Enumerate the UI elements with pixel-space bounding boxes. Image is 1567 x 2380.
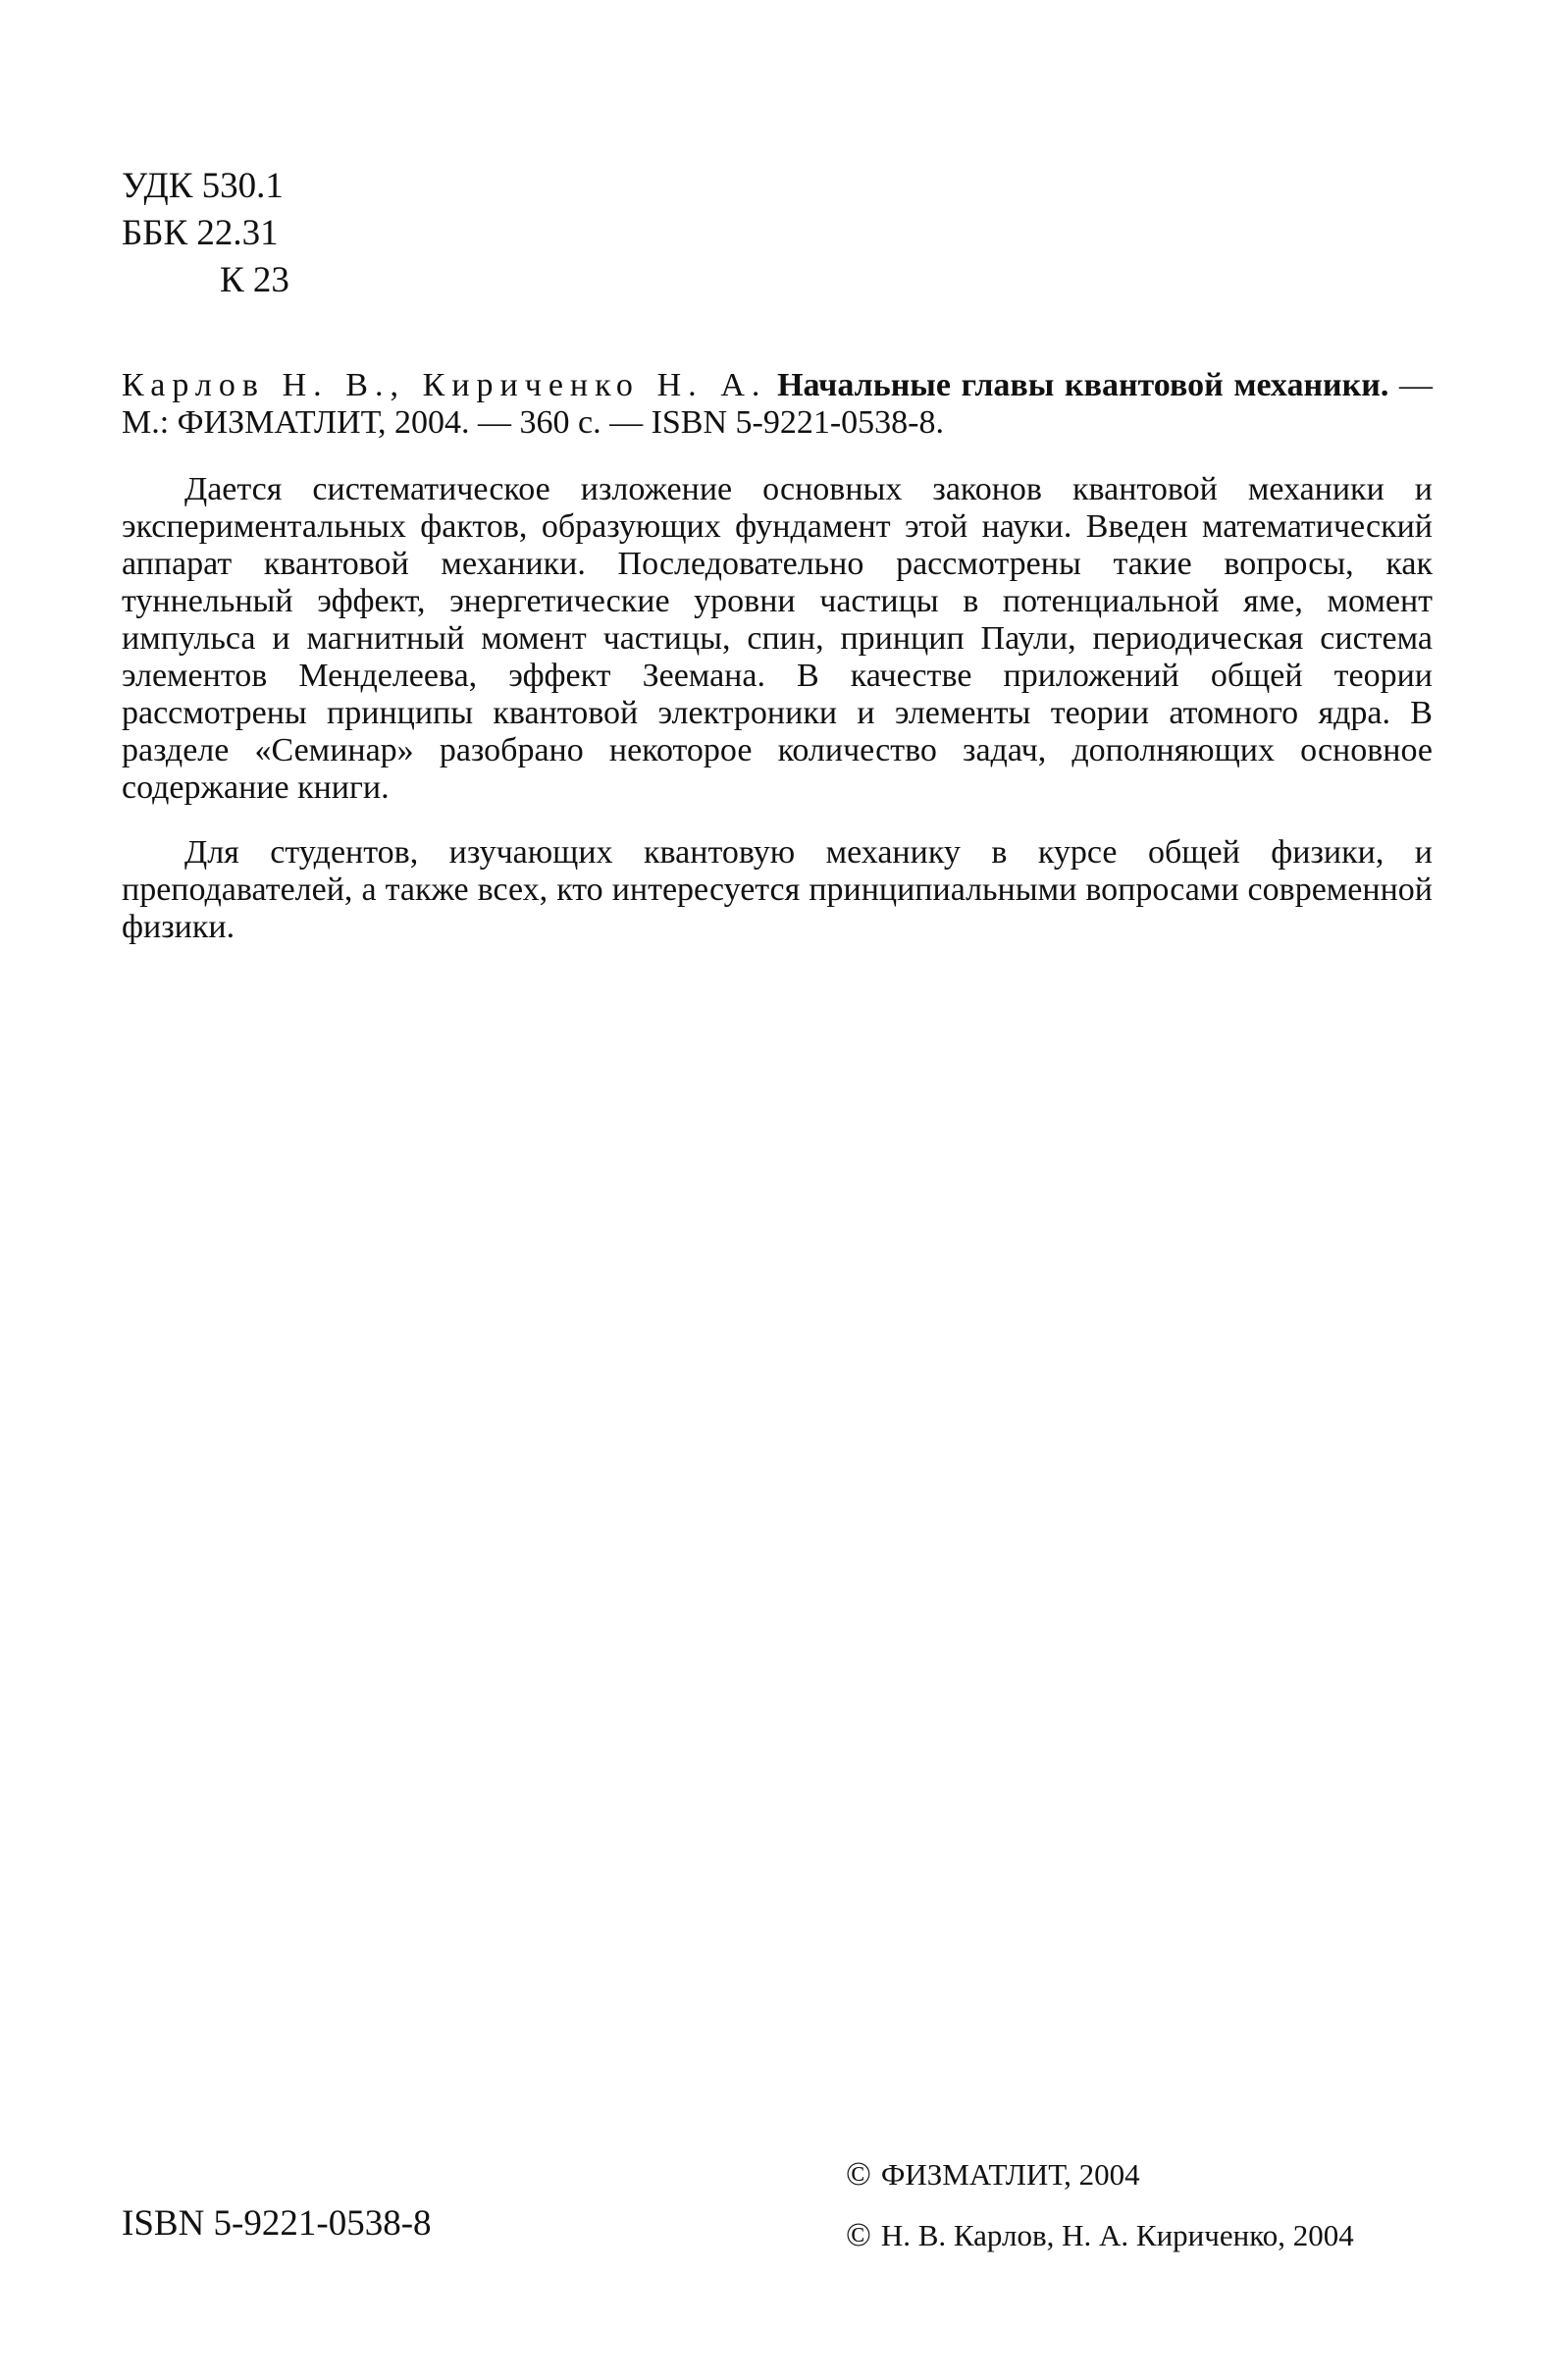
isbn-footer: ISBN 5-9221-0538-8: [122, 2203, 432, 2244]
bbk-code: ББК 22.31: [122, 213, 279, 253]
copyright-authors: Н. В. Карлов, Н. А. Кириченко, 2004: [880, 2218, 1354, 2252]
copyright-icon: ©: [846, 2217, 871, 2253]
copyright-icon: ©: [846, 2156, 871, 2193]
copyright-block: [846, 2144, 1354, 2266]
audience-note: [122, 834, 1433, 946]
copyright-publisher: ФИЗМАТЛИТ, 2004: [880, 2157, 1140, 2192]
copyright-authors-line: [846, 2205, 1354, 2266]
copyright-publisher-line: [846, 2144, 1354, 2205]
abstract-paragraph: Дается систематическое изложение основных законов квантовой механики и экспериментальных фактов, образующих фундамент этой науки. Введен математический аппарат квантовой механики. Последовательно рассмотрены такие вопросы, как туннельный эффект, энергетические уровни частицы в потенциальной яме, момент импульса и магнитный момент частицы, спин, принцип Паули, периодическая система элементов Менделеева, эффект Зеемана. В качестве приложений общей теории рассмотрены принципы квантовой электроники и элементы теории атомного ядра. В разделе «Семинар» разобрано некоторое количество задач, дополняющих основное содержание книги.: [122, 471, 1433, 806]
classification-block: [122, 163, 289, 304]
book-title: Начальные главы квантовой механики.: [777, 367, 1389, 403]
author-mark: К 23: [220, 260, 289, 300]
publication-details: — М.: ФИЗМАТЛИТ, 2004. — 360 с. — ISBN 5-9221-0538-8.: [122, 367, 1434, 441]
udk-code: УДК 530.1: [122, 166, 284, 206]
abstract: [122, 471, 1433, 807]
audience-paragraph: Для студентов, изучающих квантовую механику в курсе общей физики, и преподавателей, а также всех, кто интересуется принципиальными вопросами современной физики.: [122, 834, 1433, 945]
bibliographic-record: [122, 367, 1433, 442]
authors: Карлов Н. В., Кириченко Н. А.: [122, 367, 767, 403]
